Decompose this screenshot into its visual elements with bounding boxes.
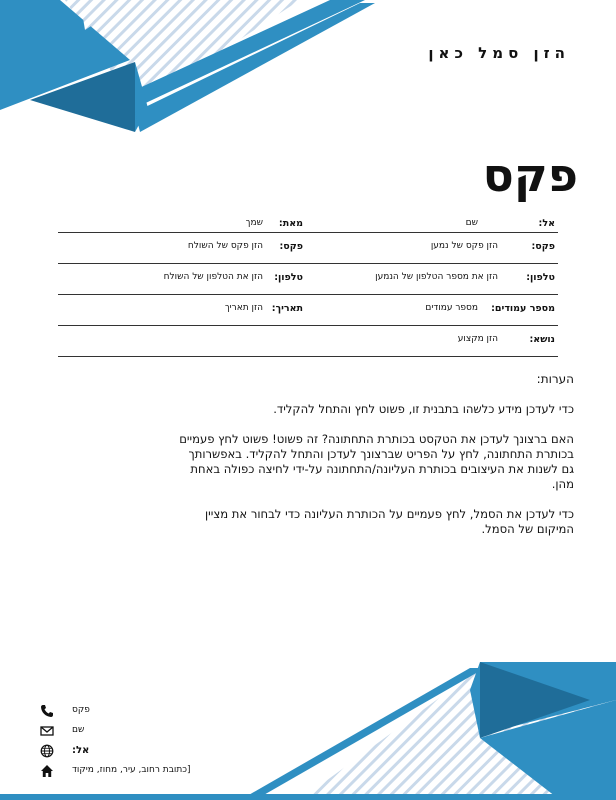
notes-paragraph[interactable]: האם ברצונך לעדכן את הטקסט בכותרת התחתונה? זה פשוט! פשוט לחץ פעמיים בכותרת התחתונה, לחץ על הפריט שברצונך לעדכן והתחל להקליד. באפשרותך גם לשנות את העיצובים בכותרת העליונה/התחתונה על-ידי לחיצה כפולה באחת מהן.	[179, 432, 574, 491]
contact-web	[40, 744, 240, 764]
contact-web-text[interactable]: אל:	[72, 745, 90, 756]
fax-to-label: פקס:	[531, 241, 555, 252]
from-value[interactable]: שמך	[245, 218, 263, 228]
contact-email-text[interactable]: שם	[72, 725, 85, 735]
notes-label: הערות:	[536, 372, 574, 386]
fax-fields	[58, 210, 558, 357]
to-value[interactable]: שם	[465, 218, 478, 228]
fax-to-value[interactable]: הזן פקס של נמען	[430, 241, 498, 251]
date-value[interactable]: הזן תאריך	[224, 303, 263, 313]
field-row	[58, 326, 558, 357]
notes-paragraph[interactable]: כדי לעדכן מידע כלשהו בתבנית זו, פשוט לחץ והתחל להקליד.	[273, 402, 574, 416]
fax-from-value[interactable]: הזן פקס של השולח	[187, 241, 263, 251]
field-row	[58, 233, 558, 264]
date-label: תאריך:	[271, 303, 303, 314]
phone-to-label: טלפון:	[526, 272, 555, 283]
subject-value[interactable]: הזן מקצוע	[457, 334, 498, 344]
field-row	[58, 264, 558, 295]
contact-address	[40, 764, 240, 784]
fax-from-label: פקס:	[279, 241, 303, 252]
globe-icon	[40, 744, 54, 758]
phone-to-value[interactable]: הזן את מספר הטלפון של הנמען	[375, 272, 498, 282]
subject-label: נושא:	[529, 334, 555, 345]
phone-from-label: טלפון:	[274, 272, 303, 283]
phone-from-value[interactable]: הזן את הטלפון של השולח	[163, 272, 263, 282]
contact-fax-text[interactable]: פקס	[72, 705, 90, 715]
contact-footer	[40, 704, 240, 784]
to-label: אל:	[538, 218, 555, 229]
top-left-decoration	[0, 0, 375, 132]
logo-placeholder[interactable]: הזן סמל כאן	[428, 44, 570, 62]
phone-icon	[40, 704, 54, 718]
page-title: פקס	[482, 148, 578, 202]
contact-address-text[interactable]: [כתובת רחוב, עיר, מחוז, מיקוד	[72, 765, 191, 775]
pages-value[interactable]: מספר עמודים	[425, 303, 478, 313]
contact-fax	[40, 704, 240, 724]
notes-paragraph[interactable]: כדי לעדכן את הסמל, לחץ פעמיים על הכותרת העליונה כדי לבחור את מציין המיקום של הסמל.	[204, 507, 574, 536]
field-row	[58, 210, 558, 233]
field-row	[58, 295, 558, 326]
email-icon	[40, 724, 54, 738]
contact-email	[40, 724, 240, 744]
notes-body[interactable]	[174, 402, 574, 552]
home-icon	[40, 764, 54, 778]
pages-label: מספר עמודים:	[491, 303, 555, 314]
from-label: מאת:	[278, 218, 303, 229]
